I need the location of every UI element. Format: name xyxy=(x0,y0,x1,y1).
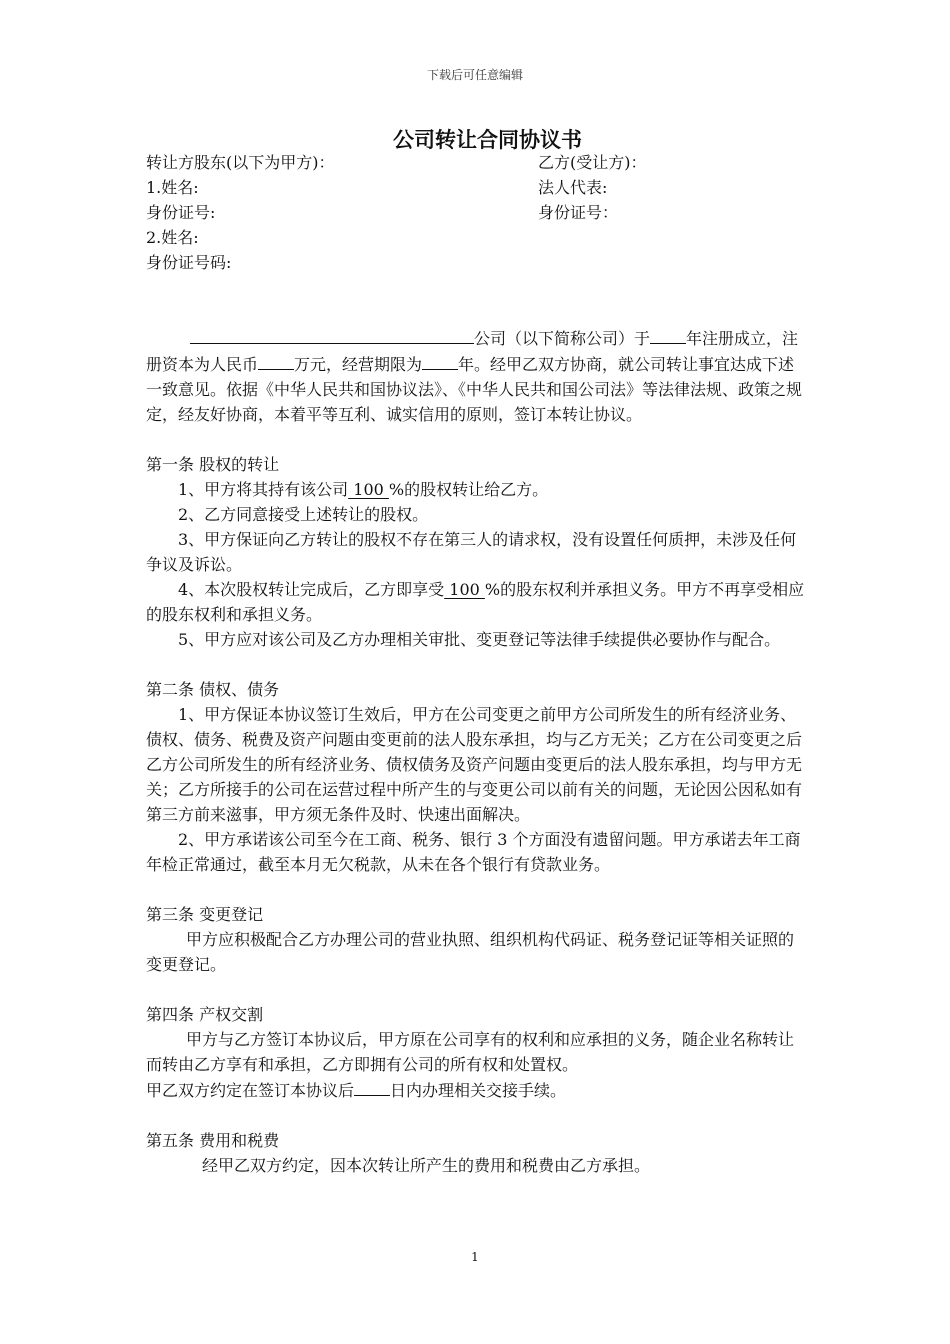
company-name-blank xyxy=(190,325,474,344)
party-a-id-2: 身份证号码: xyxy=(146,253,232,272)
article-1-item-3: 3、甲方保证向乙方转让的股权不存在第三人的请求权，没有设置任何质押，未涉及任何争议及诉讼。 xyxy=(146,530,797,574)
article-2-item-1: 1、甲方保证本协议签订生效后，甲方在公司变更之前甲方公司所发生的所有经济业务、债权、债务、税费及资产问题由变更前的法人股东承担，均与乙方无关；乙方在公司变更之后乙方公司所发生的所有经济业务、债权债务及资产问题由变更后的法人股东承担，均与甲方无关；乙方所接手的公司在运营过程中所产生的与变更公司以前有关的问题，无论因公因私如有第三方前来滋事，甲方须无条件及时、快速出面解决。 xyxy=(146,705,803,824)
document-body xyxy=(146,150,808,1178)
capital-blank xyxy=(258,351,294,370)
article-3-heading: 第三条 变更登记 xyxy=(146,905,264,924)
party-a-label: 转让方股东(以下为甲方)： xyxy=(146,153,335,172)
article-5-heading: 第五条 费用和税费 xyxy=(146,1131,280,1150)
party-a-name-2: 2.姓名: xyxy=(146,228,199,247)
term-blank xyxy=(422,351,458,370)
days-blank xyxy=(354,1077,390,1096)
party-a-name-1: 1.姓名: xyxy=(146,178,199,197)
parties-block xyxy=(146,150,808,275)
article-2-item-2: 2、甲方承诺该公司至今在工商、税务、银行 3 个方面没有遗留问题。甲方承诺去年工商年检正常通过，截至本月无欠税款，从未在各个银行有贷款业务。 xyxy=(146,830,801,874)
article-1-item-1: 1、甲方将其持有该公司 100 %的股权转让给乙方。 xyxy=(178,480,549,499)
article-4-handover: 甲乙双方约定在签订本协议后 日内办理相关交接手续。 xyxy=(146,1077,808,1103)
article-3-body: 甲方应积极配合乙方办理公司的营业执照、组织机构代码证、税务登记证等相关证照的变更登记。 xyxy=(146,930,795,974)
party-b-id: 身份证号： xyxy=(538,203,619,222)
article-2-heading: 第二条 债权、债务 xyxy=(146,680,280,699)
article-4-body: 甲方与乙方签订本协议后，甲方原在公司享有的权利和应承担的义务，随企业名称转让而转由乙方享有和承担，乙方即拥有公司的所有权和处置权。 xyxy=(146,1030,795,1074)
party-b-legal-rep: 法人代表: xyxy=(538,178,608,197)
header-note: 下载后可任意编辑 xyxy=(426,68,523,82)
document-title: 公司转让合同协议书 xyxy=(393,128,582,152)
page-number: 1 xyxy=(471,1250,479,1264)
article-1-item-4: 4、本次股权转让完成后，乙方即享受 100 %的股东权利并承担义务。甲方不再享受相应的股东权利和承担义务。 xyxy=(146,580,805,624)
intro-paragraph: 公司（以下简称公司）于 年注册成立，注册资本为人民币 万元，经营期限为 年。经甲乙双方协商，就公司转让事宜达成下述一致意见。依据《中华人民共和国协议法》、《中华人民共和国公司法》等法律法规、政策之规定，经友好协商，本着平等互利、诚实信用的原则，签订本转让协议。 xyxy=(146,325,808,427)
party-b-label: 乙方(受让方)： xyxy=(538,153,647,172)
article-4-heading: 第四条 产权交割 xyxy=(146,1005,264,1024)
article-5-body: 经甲乙双方约定，因本次转让所产生的费用和税费由乙方承担。 xyxy=(202,1156,651,1175)
party-a-id-1: 身份证号: xyxy=(146,203,216,222)
article-1-heading: 第一条 股权的转让 xyxy=(146,455,280,474)
year-blank xyxy=(650,325,686,344)
article-1-item-2: 2、乙方同意接受上述转让的股权。 xyxy=(178,505,429,524)
article-1-item-5: 5、甲方应对该公司及乙方办理相关审批、变更登记等法律手续提供必要协作与配合。 xyxy=(178,630,781,649)
